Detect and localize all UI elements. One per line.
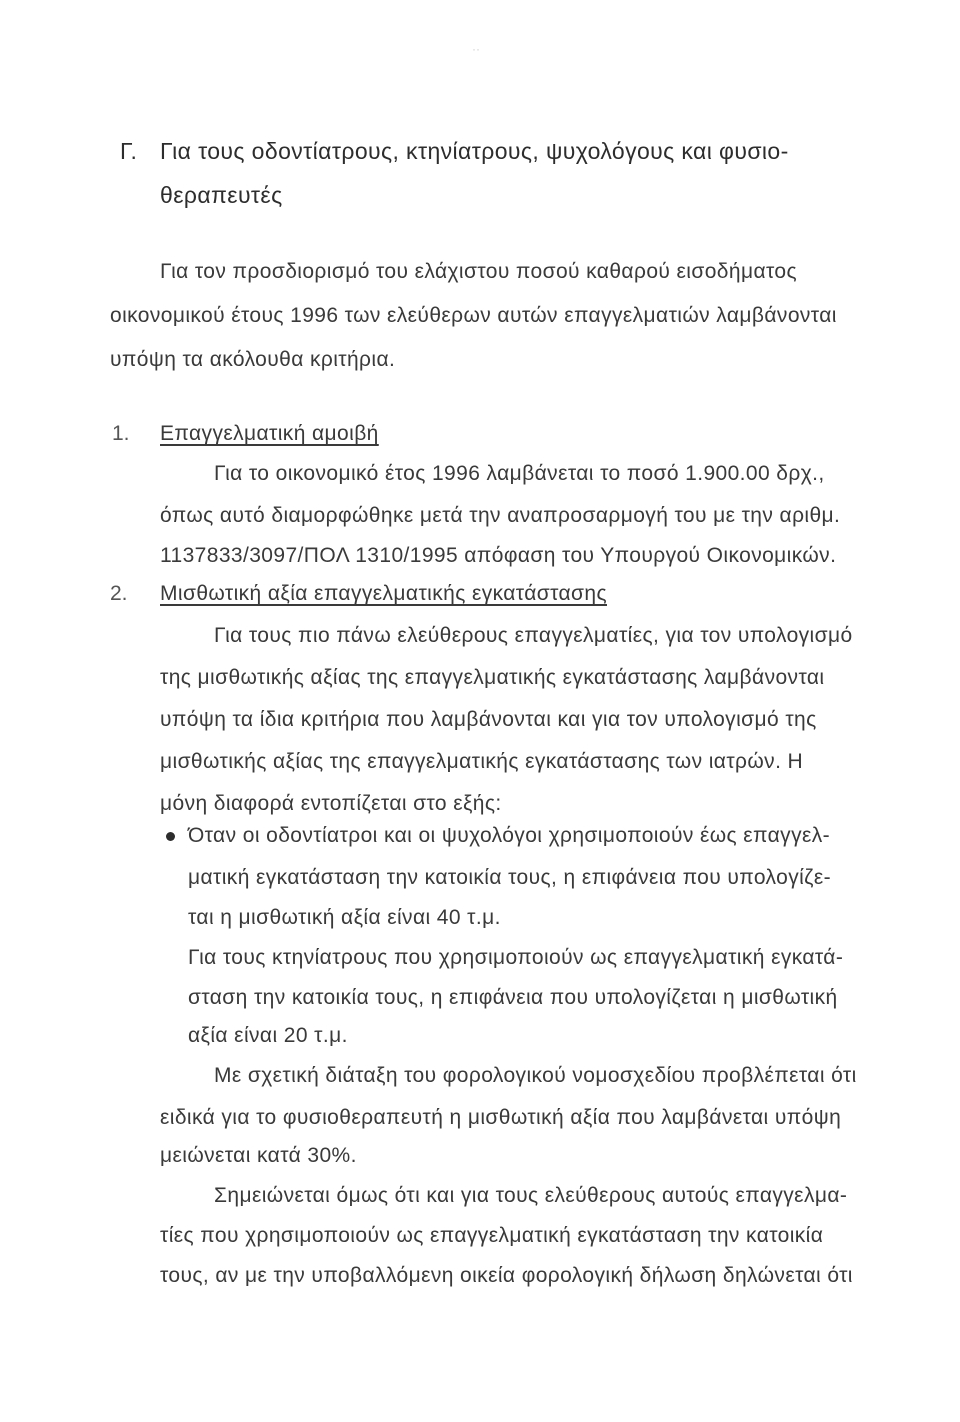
item-2-number: 2. xyxy=(110,582,128,605)
item-2-line-5: μόνη διαφορά εντοπίζεται στο εξής: xyxy=(160,792,502,815)
vet-line-2: σταση την κατοικία τους, η επιφάνεια που υπολογίζεται η μισθωτική xyxy=(188,986,838,1009)
note-line-2: τίες που χρησιμοποιούν ως επαγγελματική εγκατάσταση την κατοικία xyxy=(160,1224,824,1247)
bullet-line-3: ται η μισθωτική αξία είναι 40 τ.μ. xyxy=(188,906,501,929)
item-2-heading: Μισθωτική αξία επαγγελματικής εγκατάστασης xyxy=(160,582,607,605)
note-line-3: τους, αν με την υποβαλλόμενη οικεία φορολογική δήλωση δηλώνεται ότι xyxy=(160,1264,853,1287)
section-title-line-1 xyxy=(160,137,854,165)
item-1-line-3: 1137833/3097/ΠΟΛ 1310/1995 απόφαση του Υπουργού Οικονομικών. xyxy=(160,544,837,567)
physio-line-1: Με σχετική διάταξη του φορολογικού νομοσχεδίου προβλέπεται ότι xyxy=(214,1064,857,1087)
item-1-line-2: όπως αυτό διαμορφώθηκε μετά την αναπροσαρμογή του με την αριθμ. xyxy=(160,504,841,527)
vet-line-3: αξία είναι 20 τ.μ. xyxy=(188,1024,348,1047)
intro-line-2: οικονομικού έτους 1996 των ελεύθερων αυτών επαγγελματιών λαμβάνονται xyxy=(110,304,837,327)
item-2-line-3: υπόψη τα ίδια κριτήρια που λαμβάνονται και για τον υπολογισμό της xyxy=(160,708,817,731)
bullet-icon xyxy=(166,832,175,841)
intro-line-1: Για τον προσδιορισμό του ελάχιστου ποσού καθαρού εισοδήματος xyxy=(160,260,797,283)
bullet-line-1: Όταν οι οδοντίατροι και οι ψυχολόγοι χρησιμοποιούν έως επαγγελ- xyxy=(188,824,831,847)
item-2-line-4: μισθωτικής αξίας της επαγγελματικής εγκατάστασης των ιατρών. Η xyxy=(160,750,804,773)
note-line-1: Σημειώνεται όμως ότι και για τους ελεύθερους αυτούς επαγγελμα- xyxy=(214,1184,848,1207)
section-letter: Γ. xyxy=(120,138,138,164)
intro-line-3: υπόψη τα ακόλουθα κριτήρια. xyxy=(110,348,396,371)
item-2-line-1: Για τους πιο πάνω ελεύθερους επαγγελματίες, για τον υπολογισμό xyxy=(214,624,853,647)
section-title-line-2: θεραπευτές xyxy=(160,182,283,208)
scan-artifact: ·· xyxy=(472,42,480,56)
item-1-heading: Επαγγελματική αμοιβή xyxy=(160,422,379,445)
section-title-text-1: Για τους οδοντίατρους, κτηνίατρους, ψυχολόγους και φυσιο- xyxy=(160,138,789,164)
item-1-line-1: Για το οικονομικό έτος 1996 λαμβάνεται το ποσό 1.900.00 δρχ., xyxy=(214,462,825,485)
bullet-line-2: ματική εγκατάσταση την κατοικία τους, η επιφάνεια που υπολογίζε- xyxy=(188,866,831,889)
physio-line-2: ειδικά για το φυσιοθεραπευτή η μισθωτική αξία που λαμβάνεται υπόψη xyxy=(160,1106,842,1129)
item-2-line-2: της μισθωτικής αξίας της επαγγελματικής εγκατάστασης λαμβάνονται xyxy=(160,666,825,689)
item-1-number: 1. xyxy=(112,422,130,445)
physio-line-3: μειώνεται κατά 30%. xyxy=(160,1144,357,1167)
vet-line-1: Για τους κτηνίατρους που χρησιμοποιούν ως επαγγελματική εγκατά- xyxy=(188,946,844,969)
